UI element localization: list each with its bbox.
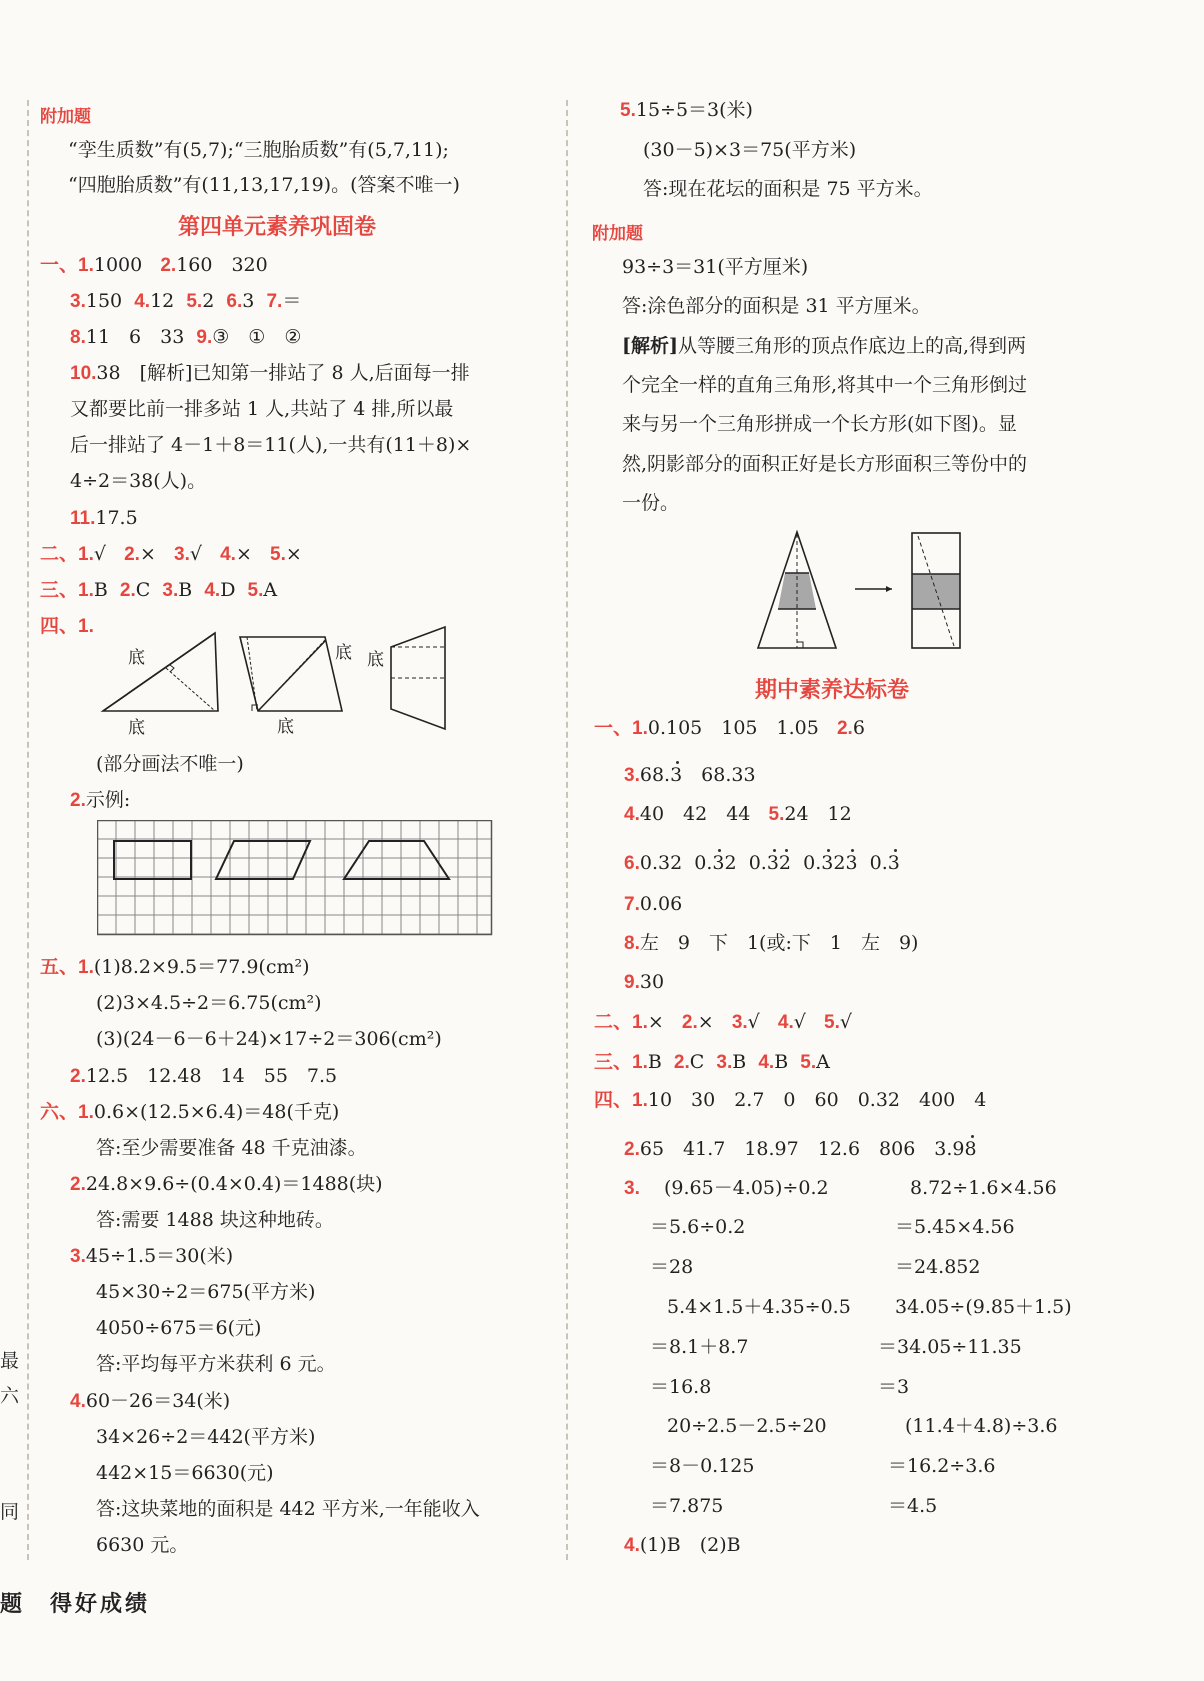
calc-line: 34.05÷(9.85＋1.5) xyxy=(895,1296,1072,1318)
fujia-line: “四胞胎质数”有(11,13,17,19)。(答案不唯一) xyxy=(68,174,460,196)
answer-line: (30－5)×3＝75(平方米) xyxy=(643,139,857,161)
calc-line: 8.72÷1.6×4.56 xyxy=(910,1177,1057,1199)
answer-line: 4050÷675＝6(元) xyxy=(96,1317,262,1339)
calc-line: 20÷2.5－2.5÷20 xyxy=(667,1415,827,1437)
calc-line: (11.4＋4.8)÷3.6 xyxy=(905,1415,1058,1437)
answer-line: 3.150 4.12 5.2 6.3 7.＝ xyxy=(70,290,302,312)
answer-line: 答:需要 1488 块这种地砖。 xyxy=(96,1209,334,1231)
answer-line: 答:这块菜地的面积是 442 平方米,一年能收入 xyxy=(96,1498,480,1520)
calc-line: 5.4×1.5＋4.35÷0.5 xyxy=(667,1296,851,1318)
answer-line: 7.0.06 xyxy=(624,893,683,915)
answer-line: 六、1.0.6×(12.5×6.4)＝48(千克) xyxy=(40,1101,340,1123)
answer-line: 三、1.B 2.C 3.B 4.B 5.A xyxy=(594,1051,830,1073)
calc-line: ＝34.05÷11.35 xyxy=(878,1336,1022,1358)
answer-line: 442×15＝6630(元) xyxy=(96,1462,274,1484)
answer-line: 4.40 42 44 5.24 12 xyxy=(624,803,852,825)
calc-line: ＝28 xyxy=(650,1256,694,1278)
answer-line: 3.45÷1.5＝30(米) xyxy=(70,1245,234,1267)
answer-line: 8.11 6 33 9.③ ① ② xyxy=(70,326,302,348)
answer-line: 6.0.32 0.32 0.32 0.323 0.3 xyxy=(624,852,900,874)
base-label: 底 xyxy=(335,643,352,663)
fujia-line: “孪生质数”有(5,7);“三胞胎质数”有(5,7,11); xyxy=(68,139,449,161)
answer-line: (2)3×4.5÷2＝6.75(cm²) xyxy=(96,992,322,1014)
calc-line: ＝24.852 xyxy=(895,1256,981,1278)
answer-line: 6630 元。 xyxy=(96,1534,189,1556)
grid-figure xyxy=(97,820,493,936)
calc-line: ＝16.8 xyxy=(650,1376,712,1398)
answer-line: 8.左 9 下 1(或:下 1 左 9) xyxy=(624,932,919,954)
answer-line: 10.38 [解析]已知第一排站了 8 人,后面每一排 xyxy=(70,362,470,384)
fujia-label: 附加题 xyxy=(40,107,91,127)
footer-slogan: 题 得好成绩 xyxy=(0,1591,151,1617)
answer-line: 3.68.3 68.33 xyxy=(624,764,756,786)
answer-line: 后一排站了 4－1＋8＝11(人),一共有(11＋8)× xyxy=(70,434,472,456)
answer-line: 5.15÷5＝3(米) xyxy=(620,99,753,121)
margin-text: 六 xyxy=(0,1385,20,1407)
answer-line: (部分画法不唯一) xyxy=(96,753,244,775)
answer-line: 答:平均每平方米获利 6 元。 xyxy=(96,1353,336,1375)
unit4-title: 第四单元素养巩固卷 xyxy=(178,215,377,240)
answer-line: 2.12.5 12.48 14 55 7.5 xyxy=(70,1065,338,1087)
base-label: 底 xyxy=(128,648,145,668)
calc-line: ＝3 xyxy=(878,1376,910,1398)
answer-line: [解析]从等腰三角形的顶点作底边上的高,得到两 xyxy=(622,335,1027,357)
answer-line: 9.30 xyxy=(624,971,665,993)
answer-line: 93÷3＝31(平方厘米) xyxy=(622,256,809,278)
answer-line: 三、1.B 2.C 3.B 4.D 5.A xyxy=(40,579,278,601)
answer-line: 个完全一样的直角三角形,将其中一个三角形倒过 xyxy=(622,374,1028,396)
triangle-rectangle-figure xyxy=(755,530,965,652)
margin-text: 同 xyxy=(0,1501,20,1523)
base-label: 底 xyxy=(367,650,384,670)
answer-line: 一、1.1000 2.160 320 xyxy=(40,254,268,276)
calc-line: ＝5.6÷0.2 xyxy=(650,1216,746,1238)
base-label: 底 xyxy=(277,717,294,737)
answer-line: 4.60－26＝34(米) xyxy=(70,1390,231,1412)
answer-line: 2.示例: xyxy=(70,789,131,811)
answer-line: 2.24.8×9.6÷(0.4×0.4)＝1488(块) xyxy=(70,1173,383,1195)
calc-line: ＝7.875 xyxy=(650,1495,724,1517)
answer-line: 然,阴影部分的面积正好是长方形面积三等份中的 xyxy=(622,453,1028,475)
answer-line: 又都要比前一排多站 1 人,共站了 4 排,所以最 xyxy=(70,398,454,420)
answer-line: 四、1. xyxy=(40,616,94,637)
answer-line: (3)(24－6－6＋24)×17÷2＝306(cm²) xyxy=(96,1028,442,1050)
answer-line: 一、1.0.105 105 1.05 2.6 xyxy=(594,717,865,739)
answer-line: 四、1.10 30 2.7 0 60 0.32 400 4 xyxy=(594,1089,987,1111)
answer-line: 3. xyxy=(624,1178,640,1199)
calc-line: ＝4.5 xyxy=(888,1495,938,1517)
answer-line: 答:涂色部分的面积是 31 平方厘米。 xyxy=(622,295,931,317)
calc-line: ＝8.1＋8.7 xyxy=(650,1336,749,1358)
calc-line: ＝8－0.125 xyxy=(650,1455,755,1477)
answer-line: 4÷2＝38(人)。 xyxy=(70,470,207,492)
answer-line: 45×30÷2＝675(平方米) xyxy=(96,1281,316,1303)
heights-figure xyxy=(95,625,455,740)
base-label: 底 xyxy=(128,718,145,738)
calc-line: ＝16.2÷3.6 xyxy=(888,1455,996,1477)
column-divider xyxy=(566,100,568,1560)
fujia-label: 附加题 xyxy=(592,224,643,244)
answer-line: 34×26÷2＝442(平方米) xyxy=(96,1426,316,1448)
answer-line: 一份。 xyxy=(622,492,680,514)
answer-line: 二、1.√ 2.× 3.√ 4.× 5.× xyxy=(40,543,302,565)
left-margin-rule xyxy=(27,100,29,1560)
answer-line: 11.17.5 xyxy=(70,507,138,529)
answer-line: 2.65 41.7 18.97 12.6 806 3.98 xyxy=(624,1138,977,1160)
margin-text: 最 xyxy=(0,1350,20,1372)
answer-line: 4.(1)B (2)B xyxy=(624,1534,741,1556)
midterm-title: 期中素养达标卷 xyxy=(755,678,910,703)
answer-line: 二、1.× 2.× 3.√ 4.√ 5.√ xyxy=(594,1011,852,1033)
answer-line: 答:现在花坛的面积是 75 平方米。 xyxy=(643,178,933,200)
answer-line: 来与另一个三角形拼成一个长方形(如下图)。显 xyxy=(622,413,1017,435)
answer-line: 五、1.(1)8.2×9.5＝77.9(cm²) xyxy=(40,956,310,978)
answer-line: 答:至少需要准备 48 千克油漆。 xyxy=(96,1137,367,1159)
calc-line: (9.65－4.05)÷0.2 xyxy=(664,1177,829,1199)
calc-line: ＝5.45×4.56 xyxy=(895,1216,1015,1238)
